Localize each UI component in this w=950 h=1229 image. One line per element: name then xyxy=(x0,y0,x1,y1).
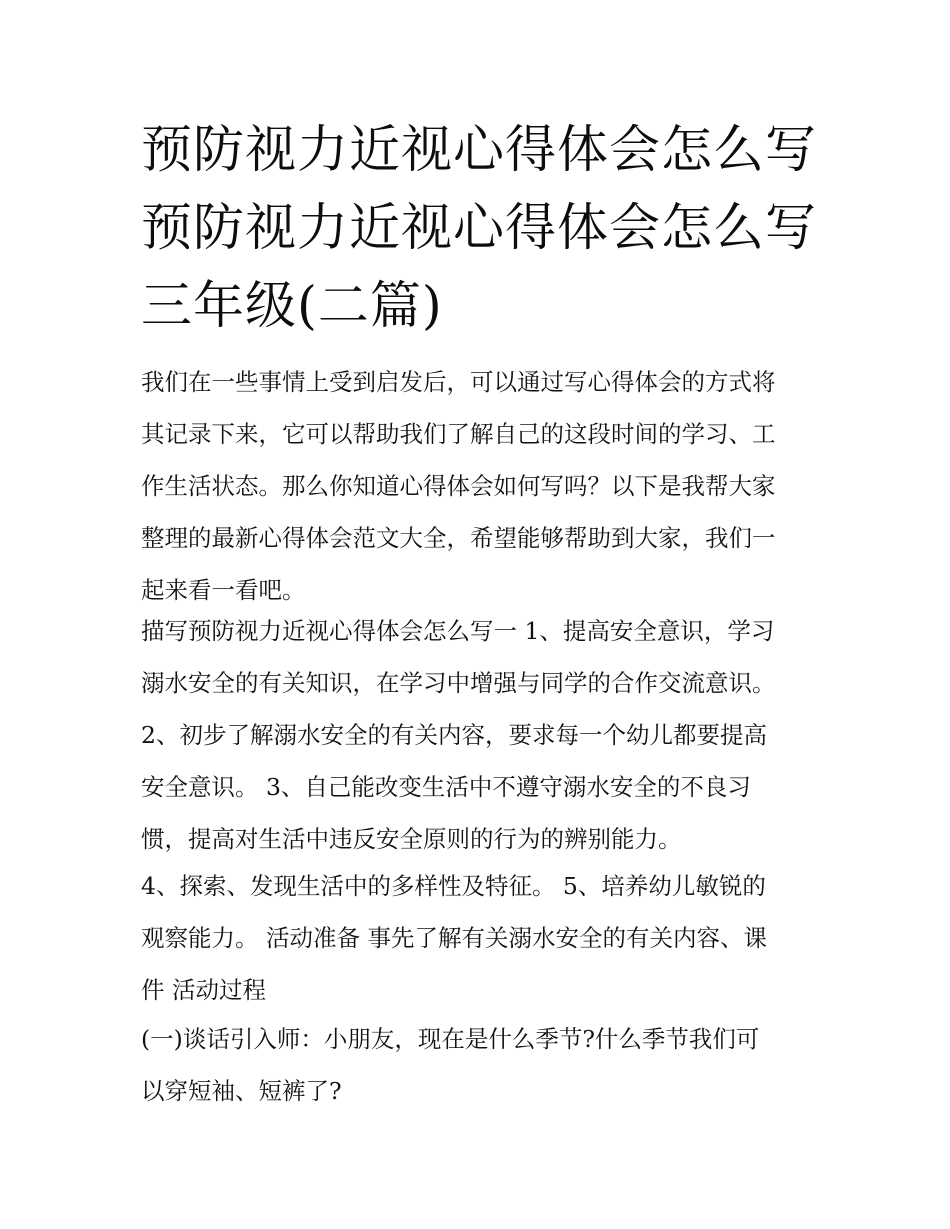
text-line: 溺水安全的有关知识，在学习中增强与同学的合作交流意识。 xyxy=(141,669,776,697)
title-line: 预防视力近视心得体会怎么写 xyxy=(141,199,818,258)
text-line: 描写预防视力近视心得体会怎么写一 1、提高安全意识，学习 xyxy=(141,617,775,645)
text-line: 惯，提高对生活中违反安全原则的行为的辨别能力。 xyxy=(141,825,682,853)
text-line: 安全意识。 3、自己能改变生活中不遵守溺水安全的不良习 xyxy=(141,773,751,801)
text-line: 4、探索、发现生活中的多样性及特征。 5、培养幼儿敏锐的 xyxy=(141,872,766,900)
text-line: 2、初步了解溺水安全的有关内容，要求每一个幼儿都要提高 xyxy=(141,721,767,749)
preparation-paragraph xyxy=(141,860,816,1016)
text-line: 整理的最新心得体会范文大全，希望能够帮助到大家，我们一 xyxy=(141,524,776,552)
text-line: 观察能力。 活动准备 事先了解有关溺水安全的有关内容、课 xyxy=(141,924,767,952)
text-line: (一)谈话引入师：小朋友，现在是什么季节?什么季节我们可 xyxy=(141,1025,760,1053)
objectives-paragraph xyxy=(141,605,816,865)
intro-paragraph xyxy=(141,356,816,616)
text-line: 以穿短袖、短裤了? xyxy=(141,1077,342,1105)
text-line: 件 活动过程 xyxy=(141,976,266,1004)
text-line: 我们在一些事情上受到启发后，可以通过写心得体会的方式将 xyxy=(141,368,776,396)
text-line: 其记录下来，它可以帮助我们了解自己的这段时间的学习、工 xyxy=(141,420,776,448)
activity-paragraph xyxy=(141,1013,816,1117)
text-line: 作生活状态。那么你知道心得体会如何写吗？以下是我帮大家 xyxy=(141,472,776,500)
title-line: 预防视力近视心得体会怎么写 xyxy=(141,121,818,180)
title-line: 三年级(二篇) xyxy=(141,277,443,336)
document-title xyxy=(141,112,821,346)
text-line: 起来看一看吧。 xyxy=(141,576,306,604)
